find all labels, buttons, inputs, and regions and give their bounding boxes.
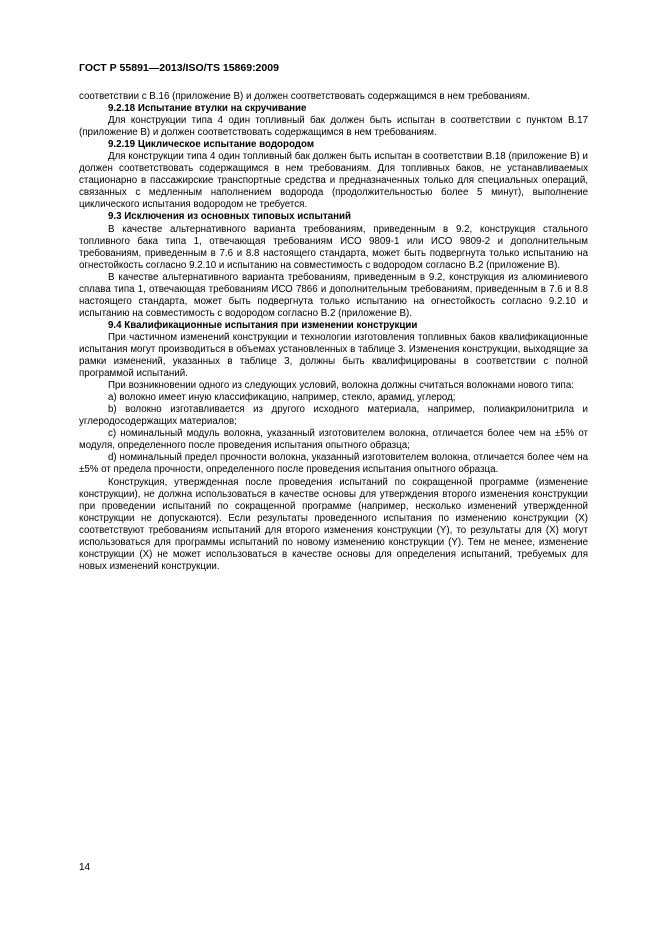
document-header: ГОСТ Р 55891—2013/ISO/TS 15869:2009 — [79, 62, 279, 74]
list-item-d: d) номинальный предел прочности волокна, указанный изготовителем волокна, отличается более чем на ±5% от предела прочности, определенного после проведения испытания опытного образца. — [79, 452, 588, 476]
document-body — [79, 91, 588, 573]
paragraph-9-3-aluminium: В качестве альтернативного варианта требованиям, приведенным в 9.2, конструкция из алюминиевого сплава типа 1, отвечающая требованиям ИСО 7866 и дополнительным требованиям, приведенным в 7.6 и 8.8 настоящего стандарта, может быть подвергнута только испытанию на огнестойкость согласно 9.2.10 и испытанию на совместимость с водородом согласно В.2 (приложение В). — [79, 271, 588, 319]
paragraph-9-2-18: Для конструкции типа 4 один топливный бак должен быть испытан в соответствии с пунктом В.17 (приложение В) и должен соответствовать содержащимся в нем требованиям. — [79, 115, 588, 139]
list-item-b: b) волокно изготавливается из другого исходного материала, например, полиакрилонитрила и углеродосодержащих материалов; — [79, 404, 588, 428]
section-heading-9-2-19: 9.2.19 Циклическое испытание водородом — [108, 139, 315, 151]
section-heading-9-3: 9.3 Исключения из основных типовых испытаний — [108, 211, 351, 223]
section-heading-9-4: 9.4 Квалификационные испытания при изменении конструкции — [108, 319, 418, 331]
section-heading-9-2-18: 9.2.18 Испытание втулки на скручивание — [108, 103, 307, 115]
paragraph-9-2-19: Для конструкции типа 4 один топливный бак должен быть испытан в соответствии В.18 (приложение В) и должен соответствовать содержащимся в нем требованиям. Для топливных баков, не устанавливаемых стационарно в пассажирские транспортные средства и предназначенных только для специальных операций, связанных с медленным наполнением водорода (продолжительностью более 5 минут), выполнение циклического испытания водородом не требуется. — [79, 151, 588, 211]
list-item-a: a) волокно имеет иную классификацию, например, стекло, арамид, углерод; — [108, 392, 456, 404]
paragraph-9-4-conditions: При возникновении одного из следующих условий, волокна должны считаться волокнами нового типа: — [108, 380, 574, 392]
paragraph-9-3-steel: В качестве альтернативного варианта требованиям, приведенным в 9.2, конструкция стального топливного бака типа 1, отвечающая требованиям ИСО 9809-1 или ИСО 9809-2 и дополнительным требованиям, приведенным в 7.6 и 8.8 настоящего стандарта, может быть подвергнута только испытанию на огнестойкость согласно 9.2.10 и испытанию на совместимость с водородом согласно В.2 (приложение В). — [79, 223, 588, 271]
paragraph-9-4-intro: При частичном изменений конструкции и технологии изготовления топливных баков квалификационные испытания могут производиться в объемах установленных в таблице 3. Изменения конструкции, выходящие за рамки изменений, указанных в таблице 3, должны быть квалифицированы в соответствии с полной программой испытаний. — [79, 331, 588, 380]
paragraph-continued: соответствии с В.16 (приложение В) и должен соответствовать содержащимся в нем требованиям. — [79, 91, 530, 102]
page-number: 14 — [79, 862, 91, 873]
paragraph-9-4-design-change: Конструкция, утвержденная после проведения испытаний по сокращенной программе (изменение конструкции), не должна использоваться в качестве основы для утверждения второго изменения конструкции при проведении испытаний по сокращенной программе (например, несколько изменений утвержденной конструкции не допускаются). Если результаты проведенного испытания по изменению конструкции (X) соответствуют требованиям испытаний для второго изменения конструкции (Y), то результаты для (X) могут использоваться для программы испытаний по новому изменению конструкции (Y). Тем не менее, изменение конструкции (X) не может использоваться в качестве основы для определения испытаний, требуемых для новых изменений конструкции. — [79, 476, 588, 572]
list-item-c: c) номинальный модуль волокна, указанный изготовителем волокна, отличается более чем на ±5% от модуля, определенного после проведения испытания опытного образца; — [79, 428, 588, 452]
